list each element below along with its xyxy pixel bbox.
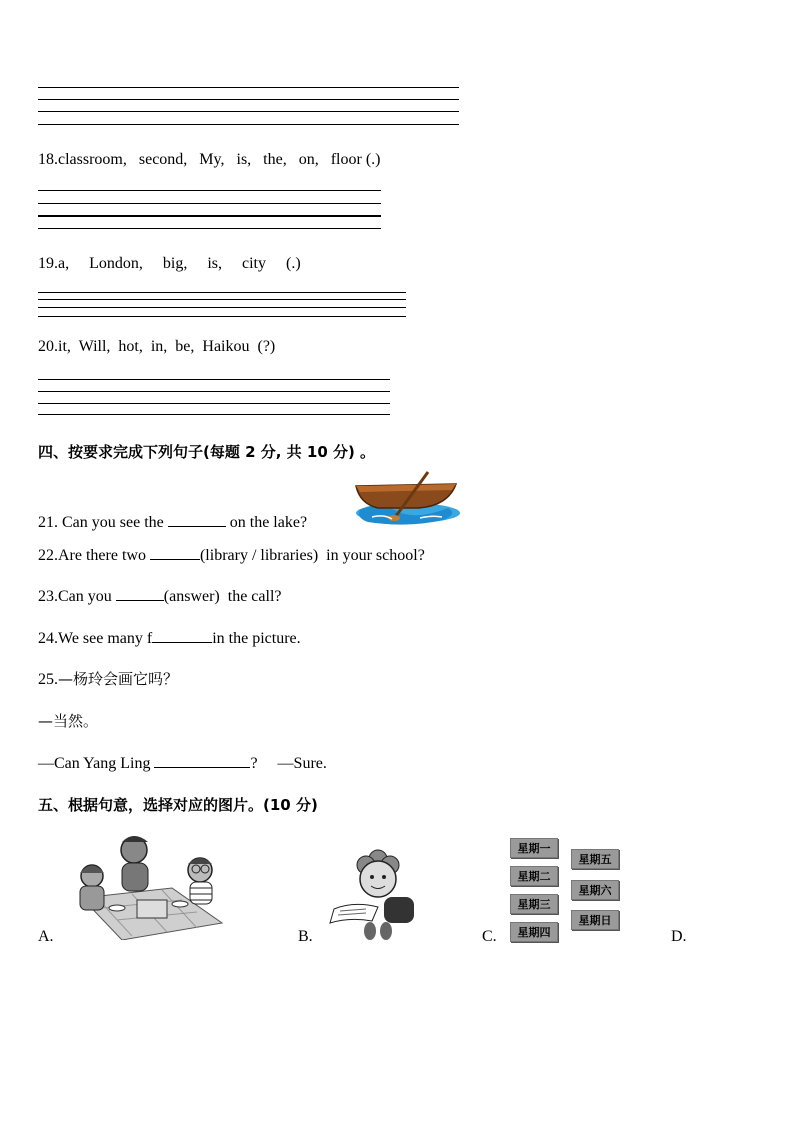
fill-blank[interactable] (154, 753, 250, 768)
weekday-tag: 星期四 (510, 922, 558, 942)
fill-blank[interactable] (152, 628, 212, 643)
question-22: 22.Are there two (library / libraries) in your school? (38, 547, 425, 564)
answer-line[interactable] (38, 203, 381, 204)
answer-line[interactable] (38, 316, 406, 317)
question-20: 20.it, Will, hot, in, be, Haikou (?) (38, 338, 276, 355)
fill-blank[interactable] (168, 512, 226, 527)
answer-line[interactable] (38, 228, 381, 229)
question-23: 23.Can you (answer) the call? (38, 588, 282, 605)
question-21: 21. Can you see the on the lake? (38, 514, 308, 531)
weekday-tag: 星期六 (571, 880, 619, 900)
answer-line[interactable] (38, 124, 459, 125)
weekday-tag: 星期日 (571, 910, 619, 930)
weekday-tag: 星期三 (510, 894, 558, 914)
answer-line[interactable] (38, 215, 381, 217)
answer-line[interactable] (38, 87, 459, 88)
question-18: 18.classroom, second, My, is, the, on, floor (.) (38, 151, 381, 168)
answer-line[interactable] (38, 379, 390, 380)
option-a-label: A. (38, 928, 54, 945)
weekday-tag: 星期一 (510, 838, 558, 858)
child-reading-image (326, 845, 426, 941)
option-d-label: D. (671, 928, 687, 945)
weekday-tag: 星期五 (571, 849, 619, 869)
question-25-answer-cn: —当然。 (38, 712, 99, 730)
section-4-heading: 四、按要求完成下列句子(每题 2 分, 共 10 分) 。 (38, 443, 376, 461)
answer-line[interactable] (38, 292, 406, 293)
boat-on-lake-image (348, 470, 463, 530)
answer-line[interactable] (38, 307, 406, 308)
picnic-children-image (62, 828, 224, 940)
question-19: 19.a, London, big, is, city (.) (38, 255, 301, 272)
weekday-tag: 星期二 (510, 866, 558, 886)
question-25: 25.—杨玲会画它吗？ (38, 670, 179, 688)
answer-line[interactable] (38, 414, 390, 415)
answer-line[interactable] (38, 391, 390, 392)
option-b-label: B. (298, 928, 313, 945)
question-24: 24.We see many f in the picture. (38, 630, 301, 647)
answer-line[interactable] (38, 99, 459, 100)
answer-line[interactable] (38, 403, 390, 404)
question-25-dialogue: —Can Yang Ling ? —Sure. (38, 755, 327, 772)
answer-line[interactable] (38, 299, 406, 300)
fill-blank[interactable] (150, 545, 200, 560)
answer-line[interactable] (38, 190, 381, 191)
answer-line[interactable] (38, 111, 459, 112)
option-c-label: C. (482, 928, 497, 945)
section-5-heading: 五、根据句意，选择对应的图片。(10 分) (38, 796, 318, 814)
fill-blank[interactable] (116, 586, 164, 601)
